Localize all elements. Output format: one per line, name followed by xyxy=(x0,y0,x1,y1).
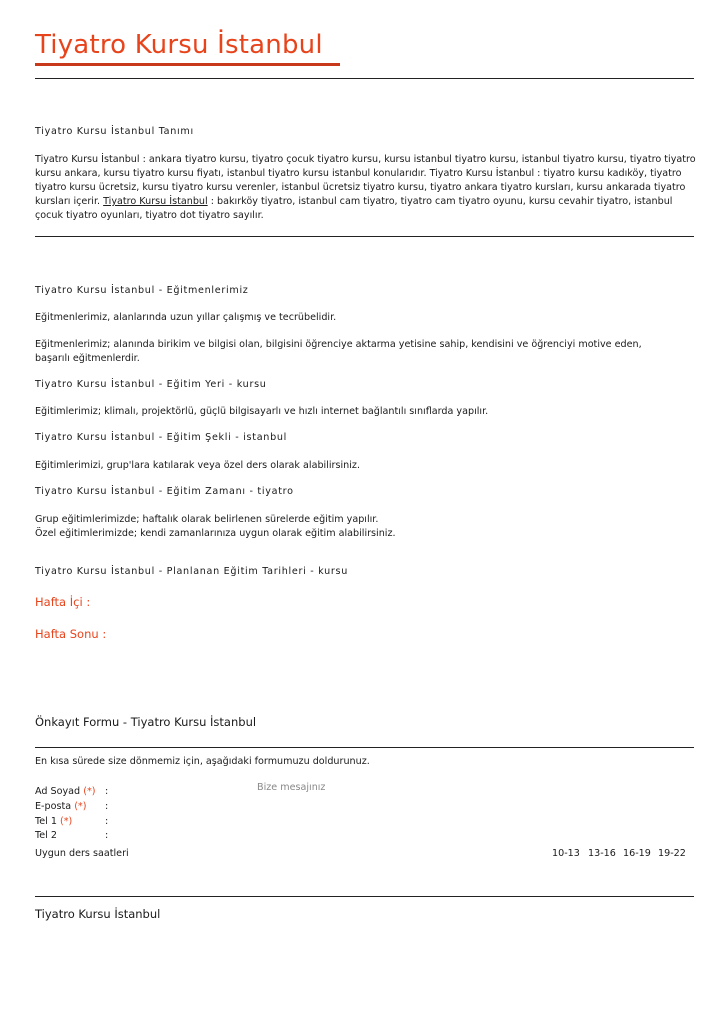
instructors-text-1: Eğitmenlerimiz, alanlarında uzun yıllar çalışmış ve tecrübelidir. xyxy=(35,312,337,323)
colon: : xyxy=(105,830,109,841)
email-input[interactable] xyxy=(115,797,255,809)
colon: : xyxy=(105,786,109,797)
form-row-email xyxy=(35,797,255,811)
definition-link[interactable]: Tiyatro Kursu İstanbul xyxy=(103,196,208,207)
location-heading: Tiyatro Kursu İstanbul - Eğitim Yeri - kursu xyxy=(35,379,267,390)
weekend-label: Hafta Sonu : xyxy=(35,627,107,641)
email-label: E-posta (*) xyxy=(35,801,87,812)
tel1-label: Tel 1 (*) xyxy=(35,816,73,827)
message-textarea[interactable]: Bize mesajınız xyxy=(257,782,326,793)
format-text: Eğitimlerimizi, grup'lara katılarak veya özel ders olarak alabilirsiniz. xyxy=(35,460,360,471)
form-row-tel1 xyxy=(35,812,255,826)
timing-line-2: Özel eğitimlerimizde; kendi zamanlarınıza uygun olarak eğitim alabilirsiniz. xyxy=(35,528,396,539)
hours-label: Uygun ders saatleri xyxy=(35,848,129,859)
form-intro: En kısa sürede size dönmemiz için, aşağıdaki formumuzu doldurunuz. xyxy=(35,756,370,767)
form-title: Önkayıt Formu - Tiyatro Kursu İstanbul xyxy=(35,715,257,729)
instructors-heading: Tiyatro Kursu İstanbul - Eğitmenlerimiz xyxy=(35,285,249,296)
definition-text-end: : bakırköy tiyatro, istanbul cam tiyatro, tiyatro cam tiyatro oyunu, kursu cevahir tiyatro, istanbul çocuk tiyatro oyunları, tiyatro dot tiyatro sayılır. xyxy=(35,196,673,221)
form-row-name xyxy=(35,782,255,796)
required-mark: (*) xyxy=(60,816,73,827)
title-underline xyxy=(35,63,340,66)
name-input[interactable] xyxy=(115,782,255,794)
definition-text xyxy=(35,153,697,223)
time-slot-16-19[interactable]: 16-19 xyxy=(623,848,651,859)
divider xyxy=(35,236,694,237)
colon: : xyxy=(105,816,109,827)
divider xyxy=(35,896,694,897)
location-text: Eğitimlerimiz; klimalı, projektörlü, güçlü bilgisayarlı ve hızlı internet bağlantılı sınıflarda yapılır. xyxy=(35,406,489,417)
name-label: Ad Soyad (*) xyxy=(35,786,96,797)
timing-line-1: Grup eğitimlerimizde; haftalık olarak belirlenen sürelerde eğitim yapılır. xyxy=(35,514,379,525)
colon: : xyxy=(105,801,109,812)
time-slot-19-22[interactable]: 19-22 xyxy=(658,848,686,859)
time-slot-13-16[interactable]: 13-16 xyxy=(588,848,616,859)
definition-heading: Tiyatro Kursu İstanbul Tanımı xyxy=(35,126,194,137)
schedule-heading: Tiyatro Kursu İstanbul - Planlanan Eğitim Tarihleri - kursu xyxy=(35,566,349,577)
definition-text-start: Tiyatro Kursu İstanbul : ankara tiyatro kursu, tiyatro çocuk tiyatro kursu, kursu istanbul tiyatro kursu, istanbul tiyatro kursu, tiyatro tiyatro kursu ankara, kursu tiyatro kursu fiyatı, istanbul tiyatro kursu istanbul konularıdır. Tiyatro Kursu İstanbul : tiyatro kursu kadıköy, tiyatro tiyatro kursu ücretsiz, kursu tiyatro kursu verenler, istanbul ücretsiz tiyatro kursu, tiyatro ankara tiyatro kursları, kursu ankarada tiyatro kursları içerir. xyxy=(35,154,696,207)
format-heading: Tiyatro Kursu İstanbul - Eğitim Şekli - istanbul xyxy=(35,432,288,443)
timing-heading: Tiyatro Kursu İstanbul - Eğitim Zamanı - tiyatro xyxy=(35,486,294,497)
tel2-input[interactable] xyxy=(115,826,255,838)
required-mark: (*) xyxy=(74,801,87,812)
instructors-text-2: Eğitmenlerimiz; alanında birikim ve bilgisi olan, bilgisini öğrenciye aktarma yetisine sahip, kendisini ve öğrenciyi motive eden, başarılı eğitmenlerdir. xyxy=(35,339,642,364)
divider xyxy=(35,747,694,748)
form-row-tel2 xyxy=(35,826,255,840)
divider xyxy=(35,78,694,79)
tel1-input[interactable] xyxy=(115,812,255,824)
time-slot-10-13[interactable]: 10-13 xyxy=(552,848,580,859)
page-title: Tiyatro Kursu İstanbul xyxy=(35,30,323,60)
required-mark: (*) xyxy=(83,786,96,797)
tel2-label: Tel 2 xyxy=(35,830,57,841)
weekdays-label: Hafta İçi : xyxy=(35,595,91,609)
footer-title: Tiyatro Kursu İstanbul xyxy=(35,907,161,921)
timing-text xyxy=(35,513,697,541)
